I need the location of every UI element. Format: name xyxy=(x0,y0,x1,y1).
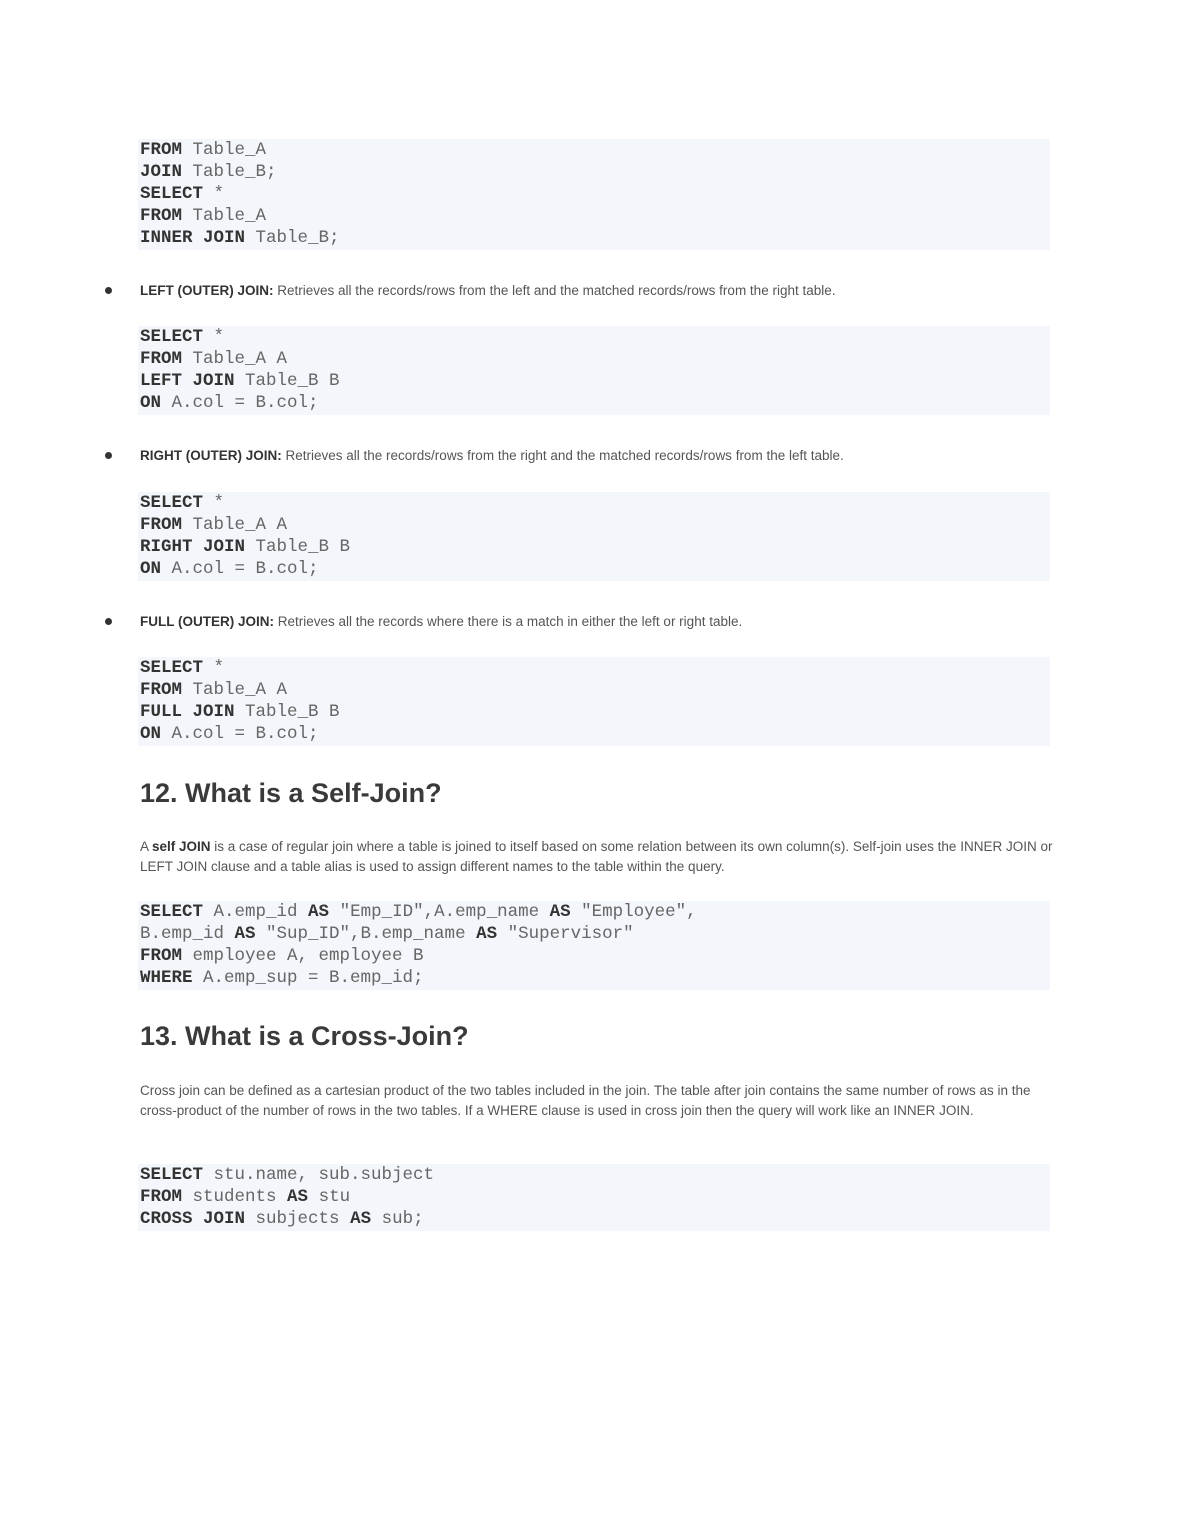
left-join-description: LEFT (OUTER) JOIN: Retrieves all the records/rows from the left and the matched records/rows from the right table. xyxy=(140,283,836,298)
right-join-description: RIGHT (OUTER) JOIN: Retrieves all the records/rows from the right and the matched records/rows from the left table. xyxy=(140,448,844,463)
left-join-term: LEFT (OUTER) JOIN: xyxy=(140,283,274,298)
code-block-right-join xyxy=(138,492,1050,581)
cross-join-heading: 13. What is a Cross-Join? xyxy=(140,1021,469,1051)
code-block-self-join xyxy=(138,901,1050,990)
code-line: ON A.col = B.col; xyxy=(140,393,319,413)
code-line: B.emp_id AS "Sup_ID",B.emp_name AS "Supervisor" xyxy=(140,924,634,944)
code-line: SELECT * xyxy=(140,658,225,678)
code-line: FROM Table_A A xyxy=(140,349,288,369)
code-line: FROM students AS stu xyxy=(140,1187,351,1207)
code-line: FROM Table_A A xyxy=(140,680,288,700)
code-line: FROM Table_A A xyxy=(140,515,288,535)
bullet-dot xyxy=(105,618,112,625)
code-line: FULL JOIN Table_B B xyxy=(140,702,340,722)
code-line: FROM Table_A xyxy=(140,206,267,226)
full-join-term: FULL (OUTER) JOIN: xyxy=(140,614,274,629)
code-line: SELECT A.emp_id AS "Emp_ID",A.emp_name AS "Employee", xyxy=(140,902,697,922)
code-line: LEFT JOIN Table_B B xyxy=(140,371,340,391)
code-line: SELECT * xyxy=(140,493,225,513)
code-line: SELECT * xyxy=(140,184,225,204)
cross-join-paragraph: Cross join can be defined as a cartesian product of the two tables included in the join. The table after join contains the same number of rows as in the cross-product of the number of rows in the two tables. If a WHERE clause is used in cross join then the query will work like an INNER JOIN. xyxy=(140,1083,1031,1118)
bullet-dot xyxy=(105,287,112,294)
code-line: JOIN Table_B; xyxy=(140,162,277,182)
code-line: WHERE A.emp_sup = B.emp_id; xyxy=(140,968,424,988)
code-line: FROM Table_A xyxy=(140,140,267,160)
bullet-dot xyxy=(105,452,112,459)
code-line: CROSS JOIN subjects AS sub; xyxy=(140,1209,424,1229)
code-line: ON A.col = B.col; xyxy=(140,559,319,579)
code-block-cross-join xyxy=(138,1164,1050,1231)
self-join-term: self JOIN xyxy=(152,839,211,854)
self-join-paragraph: A self JOIN is a case of regular join where a table is joined to itself based on some relation between its own column(s). Self-join uses the INNER JOIN or LEFT JOIN clause and a table alias is used to assign different names to the table within the query. xyxy=(140,839,1053,874)
code-line: FROM employee A, employee B xyxy=(140,946,424,966)
code-line: SELECT * xyxy=(140,327,225,347)
code-line: RIGHT JOIN Table_B B xyxy=(140,537,351,557)
full-join-description: FULL (OUTER) JOIN: Retrieves all the records where there is a match in either the left or right table. xyxy=(140,614,743,629)
code-line: SELECT stu.name, sub.subject xyxy=(140,1165,435,1185)
code-line: INNER JOIN Table_B; xyxy=(140,228,340,248)
code-line: ON A.col = B.col; xyxy=(140,724,319,744)
code-block-left-join xyxy=(138,326,1050,415)
right-join-term: RIGHT (OUTER) JOIN: xyxy=(140,448,282,463)
self-join-heading: 12. What is a Self-Join? xyxy=(140,778,442,808)
code-block-inner-join xyxy=(138,139,1050,250)
code-block-full-join xyxy=(138,657,1050,746)
